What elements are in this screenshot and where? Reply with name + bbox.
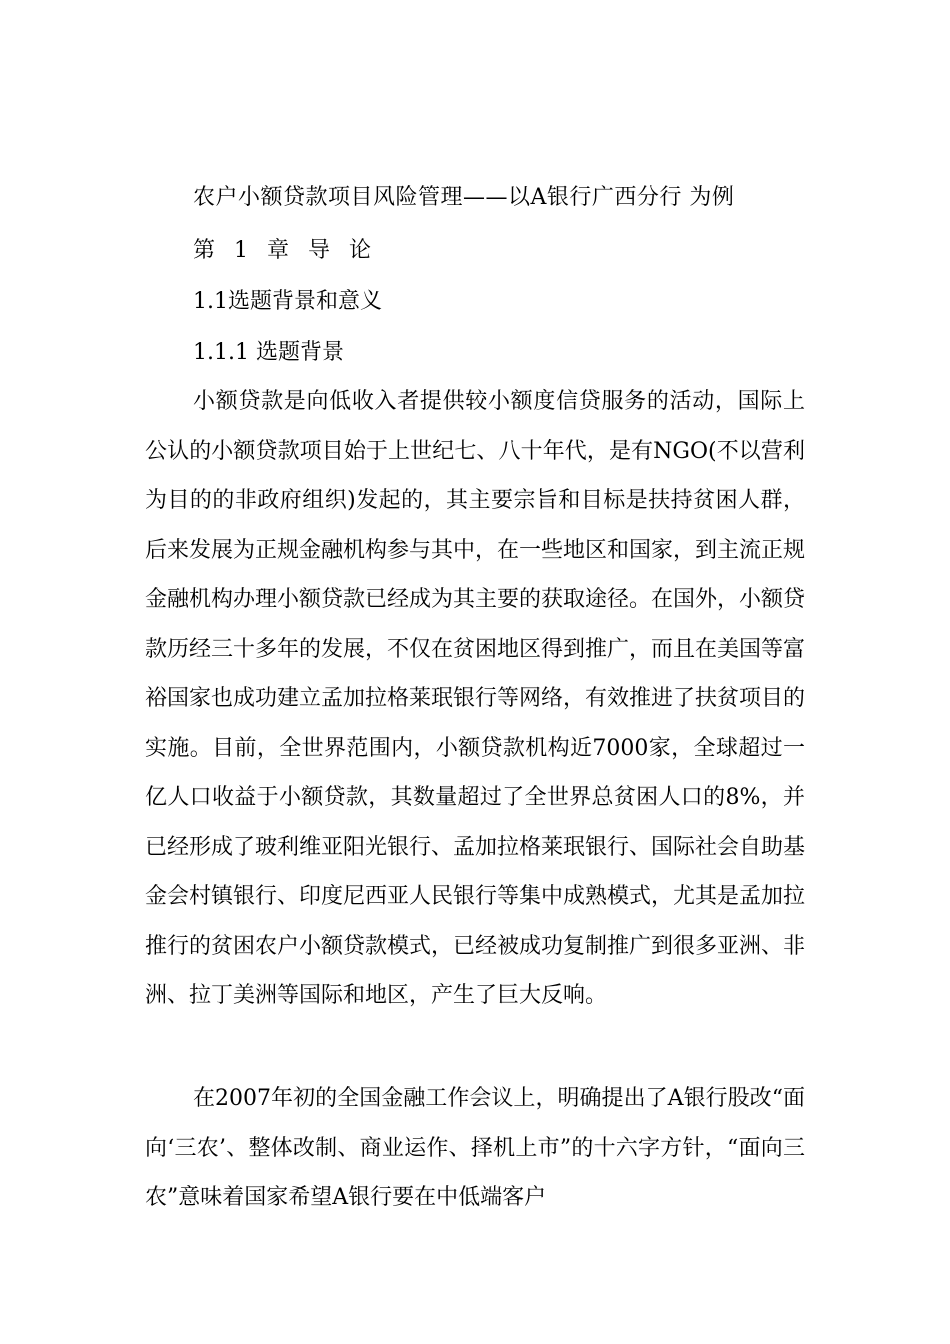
- body-paragraph: 小额贷款是向低收入者提供较小额度信贷服务的活动，国际上公认的小额贷款项目始于上世纪七、八十年代，是有NGO(不以营利为目的的非政府组织)发起的，其主要宗旨和目标是扶持贫困人群，后来发展为正规金融机构参与其中，在一些地区和国家，到主流正规金融机构办理小额贷款已经成为其主要的获取途径。在国外，小额贷款历经三十多年的发展，不仅在贫困地区得到推广，而且在美国等富裕国家也成功建立孟加拉格莱珉银行等网络，有效推进了扶贫项目的实施。目前，全世界范围内，小额贷款机构近7000家，全球超过一亿人口收益于小额贷款，其数量超过了全世界总贫困人口的8%，并已经形成了玻利维亚阳光银行、孟加拉格莱珉银行、国际社会自助基金会村镇银行、印度尼西亚人民银行等集中成熟模式，尤其是孟加拉推行的贫困农户小额贷款模式，已经被成功复制推广到很多亚洲、非洲、拉丁美洲等国际和地区，产生了巨大反响。: [145, 389, 806, 1008]
- document-title: 农户小额贷款项目风险管理——以A银行广西分行 为例: [193, 185, 735, 210]
- subsection-heading: 1.1.1 选题背景: [193, 340, 344, 365]
- section-heading: 1.1选题背景和意义: [193, 289, 382, 314]
- chapter-heading: 第 1 章 导 论: [193, 238, 377, 263]
- body-paragraph: 在2007年初的全国金融工作会议上，明确提出了A银行股改“面向‘三农’、整体改制、商业运作、择机上市”的十六字方针，“面向三农”意味着国家希望A银行要在中低端客户: [145, 1086, 805, 1210]
